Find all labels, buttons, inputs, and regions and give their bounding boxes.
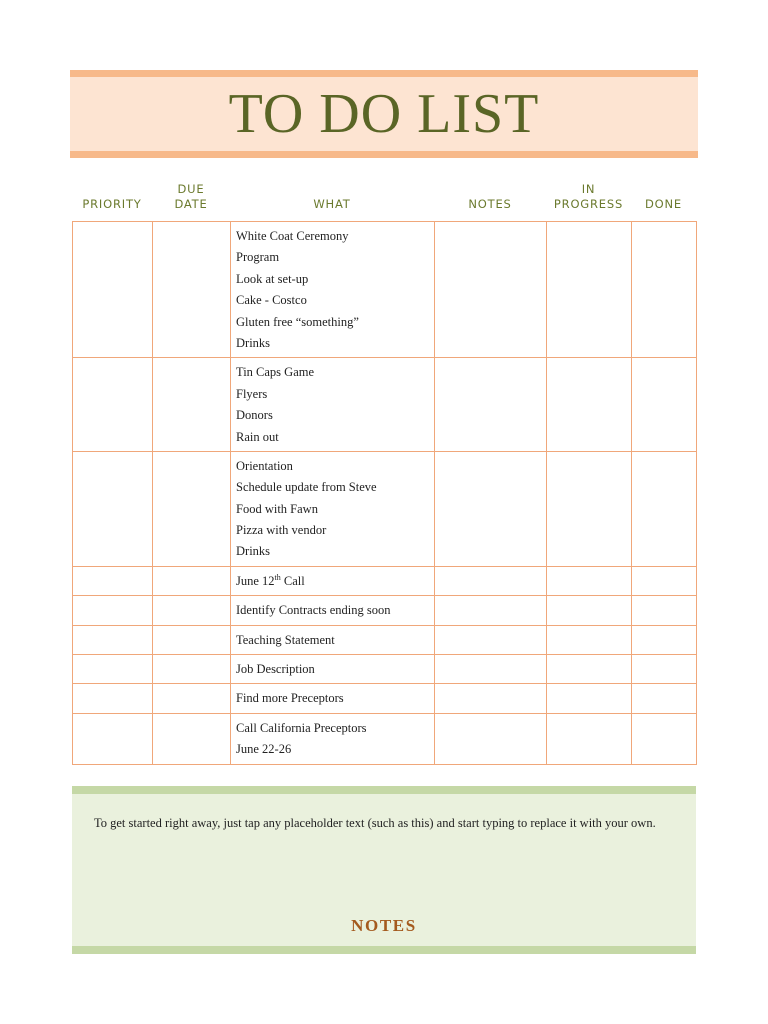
notes-cell[interactable] — [435, 625, 547, 654]
what-cell[interactable] — [231, 566, 435, 595]
task-line: Look at set-up — [236, 271, 309, 286]
table-row — [73, 596, 697, 625]
header-in-progress — [546, 182, 631, 212]
due-date-cell[interactable] — [153, 358, 231, 452]
notes-cell[interactable] — [435, 222, 547, 358]
priority-cell[interactable] — [73, 566, 153, 595]
ordinal-suffix: th — [274, 572, 281, 582]
in-progress-cell[interactable] — [547, 655, 632, 684]
header-done — [631, 197, 696, 212]
done-cell[interactable] — [632, 713, 697, 764]
task-line: Schedule update from Steve — [236, 480, 377, 495]
notes-placeholder-text[interactable]: To get started right away, just tap any placeholder text (such as this) and start typing to replace it with your own. — [94, 816, 656, 830]
task-line: Pizza with vendor — [236, 523, 327, 538]
priority-cell[interactable] — [73, 684, 153, 713]
header-due-line1: DUE — [177, 182, 205, 196]
what-cell[interactable] — [231, 222, 435, 358]
notes-cell[interactable] — [435, 684, 547, 713]
header-what — [230, 197, 434, 212]
what-cell[interactable] — [231, 625, 435, 654]
priority-cell[interactable] — [73, 625, 153, 654]
todo-table — [72, 221, 697, 765]
priority-cell[interactable] — [73, 713, 153, 764]
task-line: Rain out — [236, 429, 279, 444]
priority-cell[interactable] — [73, 451, 153, 566]
notes-cell[interactable] — [435, 566, 547, 595]
header-due-line2: DATE — [174, 197, 208, 211]
table-row — [73, 713, 697, 764]
in-progress-cell[interactable] — [547, 222, 632, 358]
header-progress-line2: PROGRESS — [553, 197, 624, 211]
in-progress-cell[interactable] — [547, 625, 632, 654]
done-cell[interactable] — [632, 625, 697, 654]
header-priority — [72, 197, 152, 212]
done-cell[interactable] — [632, 222, 697, 358]
done-cell[interactable] — [632, 566, 697, 595]
priority-cell[interactable] — [73, 222, 153, 358]
task-line: Program — [236, 250, 280, 265]
in-progress-cell[interactable] — [547, 684, 632, 713]
due-date-cell[interactable] — [153, 451, 231, 566]
what-cell[interactable] — [231, 713, 435, 764]
task-line: Find more Preceptors — [236, 691, 344, 706]
task-line: Identify Contracts ending soon — [236, 603, 391, 618]
table-row — [73, 358, 697, 452]
due-date-cell[interactable] — [153, 655, 231, 684]
what-cell[interactable] — [231, 451, 435, 566]
due-date-cell[interactable] — [153, 222, 231, 358]
page-title[interactable]: TO DO LIST — [228, 83, 540, 145]
due-date-cell[interactable] — [153, 713, 231, 764]
task-suffix-text: Call — [280, 573, 305, 588]
due-date-cell[interactable] — [153, 596, 231, 625]
task-line: Flyers — [236, 386, 268, 401]
in-progress-cell[interactable] — [547, 596, 632, 625]
what-cell[interactable] — [231, 358, 435, 452]
task-line — [236, 571, 429, 592]
notes-heading: NOTES — [351, 916, 417, 935]
task-line: Donors — [236, 408, 273, 423]
done-cell[interactable] — [632, 684, 697, 713]
header-priority-label: PRIORITY — [82, 197, 142, 211]
notes-cell[interactable] — [435, 358, 547, 452]
column-headers — [72, 178, 696, 218]
notes-cell[interactable] — [435, 596, 547, 625]
header-progress-line1: IN — [581, 182, 596, 196]
done-cell[interactable] — [632, 655, 697, 684]
due-date-cell[interactable] — [153, 625, 231, 654]
task-line: Job Description — [236, 662, 315, 677]
due-date-cell[interactable] — [153, 684, 231, 713]
title-band — [70, 70, 698, 158]
task-line: Orientation — [236, 458, 293, 473]
table-row — [73, 222, 697, 358]
what-cell[interactable] — [231, 655, 435, 684]
header-notes-label: NOTES — [468, 197, 512, 211]
task-line: Tin Caps Game — [236, 365, 315, 380]
header-done-label: DONE — [645, 197, 682, 211]
header-due-date — [152, 182, 230, 212]
task-line: Food with Fawn — [236, 501, 318, 516]
header-notes — [434, 197, 546, 212]
in-progress-cell[interactable] — [547, 566, 632, 595]
notes-panel — [72, 786, 696, 954]
notes-cell[interactable] — [435, 451, 547, 566]
due-date-cell[interactable] — [153, 566, 231, 595]
done-cell[interactable] — [632, 596, 697, 625]
done-cell[interactable] — [632, 451, 697, 566]
notes-cell[interactable] — [435, 713, 547, 764]
priority-cell[interactable] — [73, 358, 153, 452]
table-row — [73, 684, 697, 713]
table-row — [73, 655, 697, 684]
table-row — [73, 625, 697, 654]
task-line: Teaching Statement — [236, 632, 335, 647]
table-row — [73, 451, 697, 566]
in-progress-cell[interactable] — [547, 358, 632, 452]
notes-cell[interactable] — [435, 655, 547, 684]
priority-cell[interactable] — [73, 655, 153, 684]
what-cell[interactable] — [231, 684, 435, 713]
header-what-label: WHAT — [313, 197, 351, 211]
table-row — [73, 566, 697, 595]
task-date-text: June 12 — [236, 573, 275, 588]
task-line: White Coat Ceremony — [236, 229, 349, 243]
task-line: Gluten free “something” — [236, 314, 359, 329]
in-progress-cell[interactable] — [547, 451, 632, 566]
priority-cell[interactable] — [73, 596, 153, 625]
task-line: June 22-26 — [236, 742, 292, 757]
done-cell[interactable] — [632, 358, 697, 452]
what-cell[interactable] — [231, 596, 435, 625]
in-progress-cell[interactable] — [547, 713, 632, 764]
task-line: Drinks — [236, 544, 271, 559]
task-line: Cake - Costco — [236, 293, 307, 308]
task-line: Drinks — [236, 335, 271, 350]
task-line: Call California Preceptors — [236, 720, 367, 735]
